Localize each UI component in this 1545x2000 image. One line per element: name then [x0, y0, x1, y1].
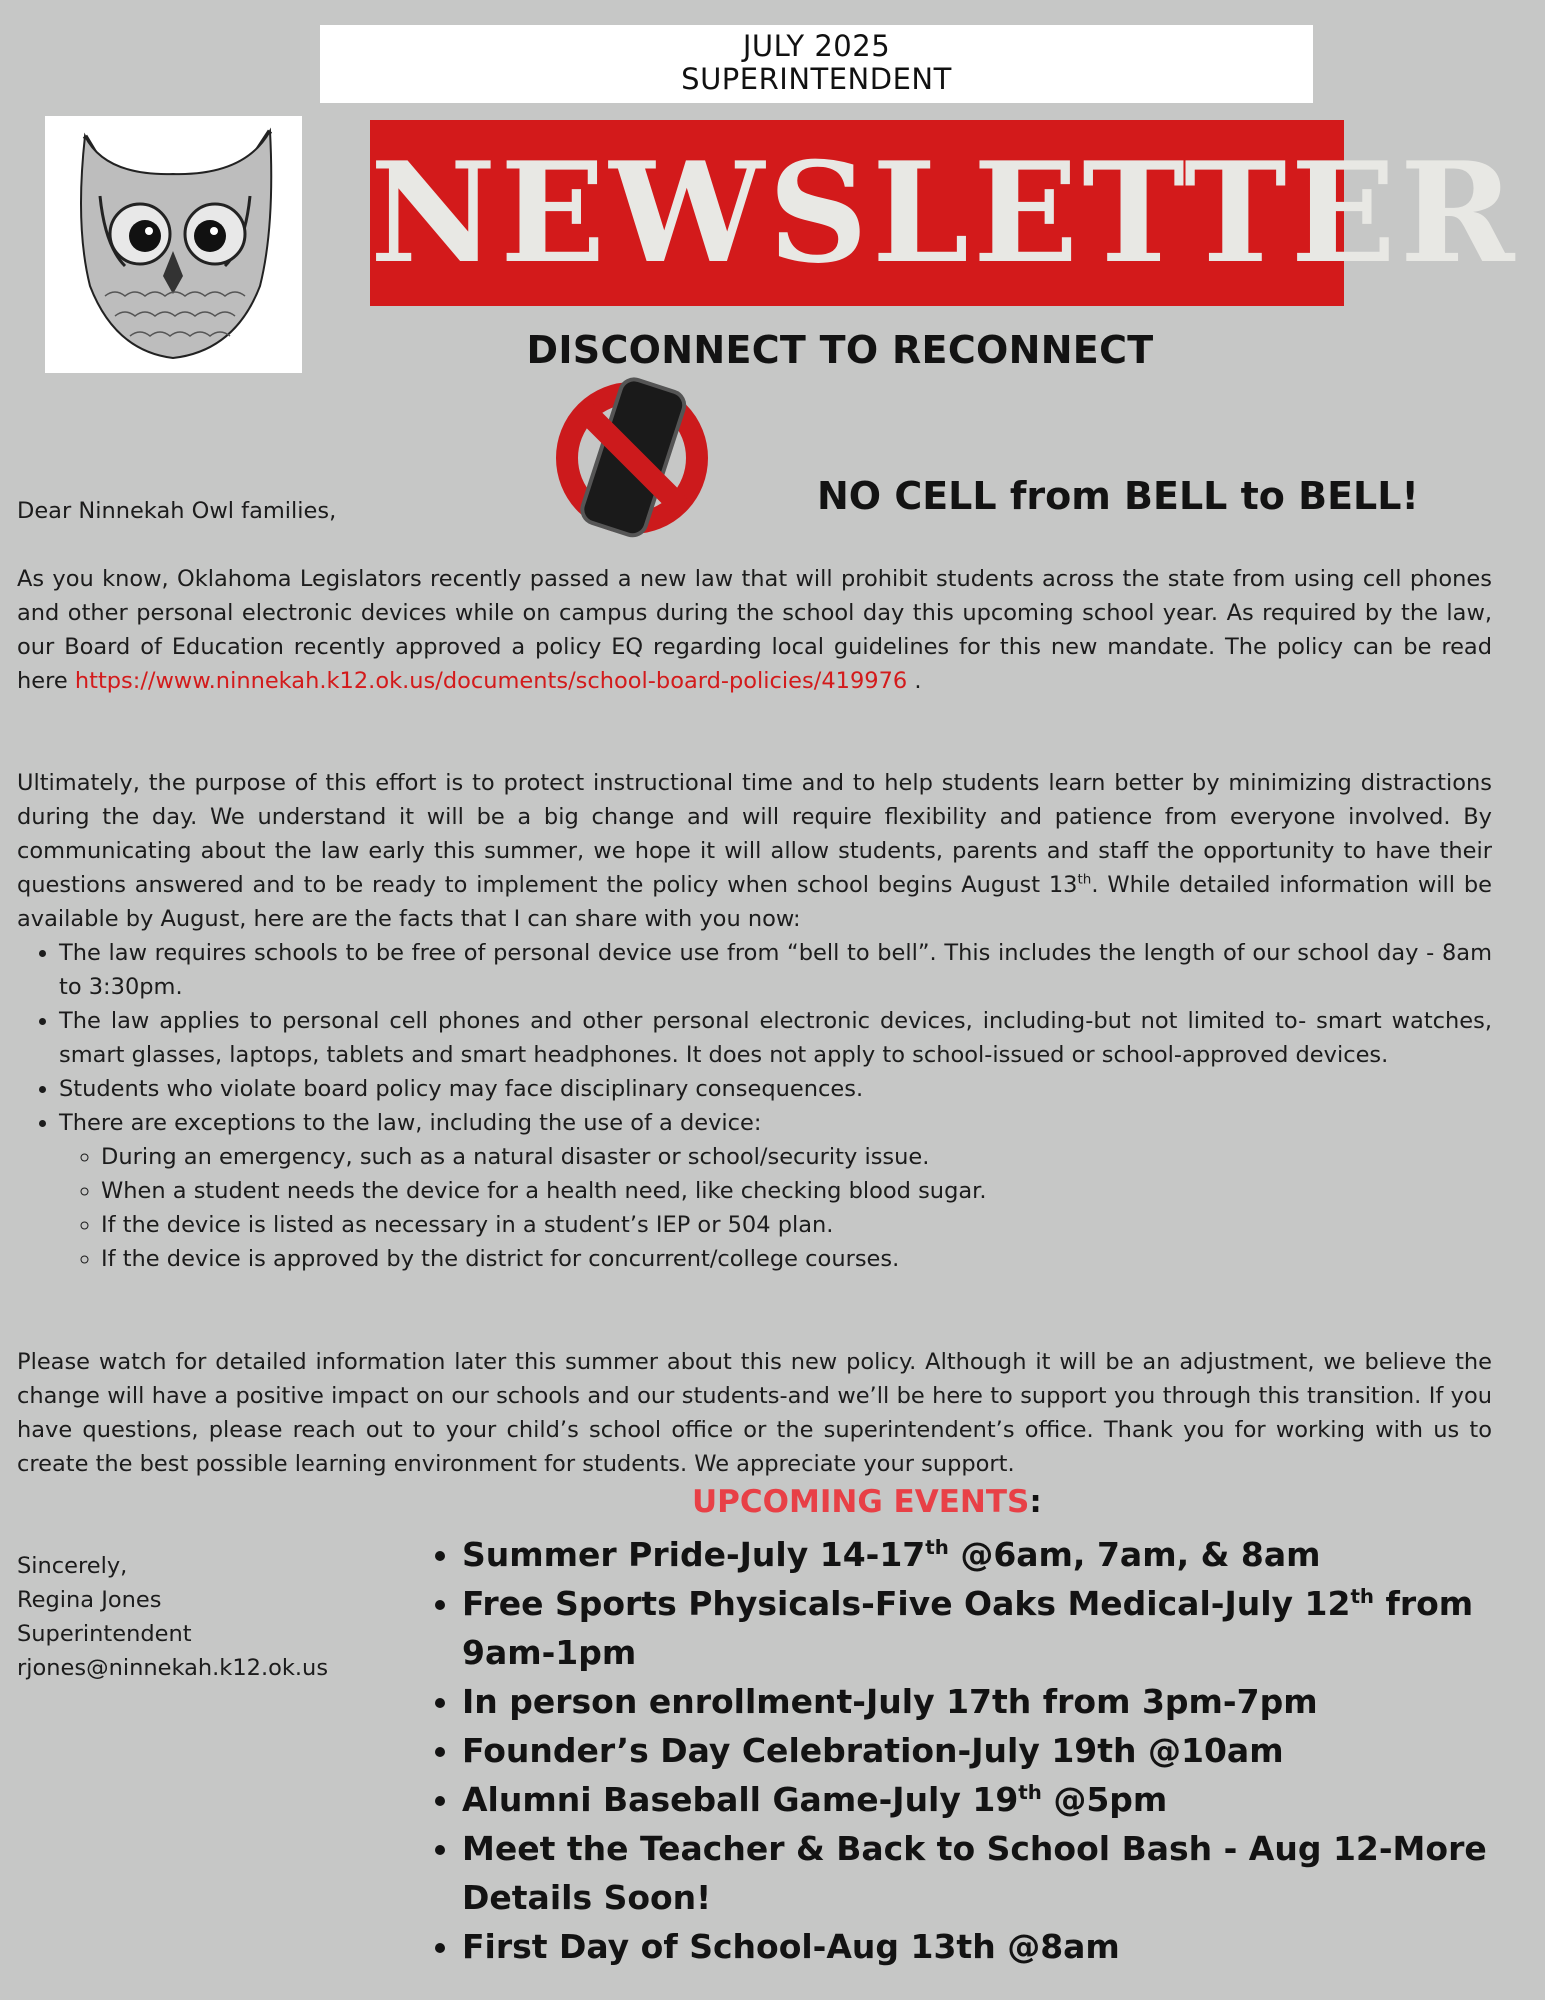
event-sup: th: [1350, 1585, 1375, 1608]
event-text: Alumni Baseball Game-July 19: [462, 1780, 1019, 1819]
paragraph-law-after: .: [907, 668, 922, 694]
list-item: [59, 1106, 1492, 1276]
event-text: Founder’s Day Celebration-July 19th @10am: [462, 1731, 1284, 1770]
paragraph-purpose-sup: th: [1077, 871, 1092, 888]
events-title: [692, 1484, 1042, 1520]
event-text-after: @5pm: [1041, 1780, 1168, 1819]
date-header-box: [320, 25, 1313, 103]
list-item: • The law applies to personal cell phones and other personal electronic devices, including-but not limited to- smart watches, smart glasses, laptops, tablets and smart headphones. It does not apply to school-issued or school-approved devices.: [59, 1004, 1492, 1072]
paragraph-purpose-rest: . While detailed information will be available by August, here are the facts that I can share with you now:: [17, 872, 1492, 932]
events-list: [420, 1530, 1492, 1971]
paragraph-law: [17, 562, 1492, 698]
greeting: Dear Ninnekah Owl families,: [17, 498, 337, 524]
event-item: [462, 1824, 1492, 1922]
list-item: • The law requires schools to be free of personal device use from “bell to bell”. This includes the length of our school day - 8am to 3:30pm.: [59, 936, 1492, 1004]
slogan: NO CELL from BELL to BELL!: [817, 474, 1419, 518]
event-text: Free Sports Physicals-Five Oaks Medical-July 12: [462, 1584, 1351, 1623]
event-text: In person enrollment-July 17th from 3pm-7pm: [462, 1682, 1318, 1721]
signature-name: Regina Jones: [17, 1587, 162, 1613]
signature-title: Superintendent: [17, 1621, 192, 1647]
event-item: [462, 1530, 1492, 1579]
event-item: [462, 1775, 1492, 1824]
signature-block: [17, 1549, 397, 1685]
event-text: First Day of School-Aug 13th @8am: [462, 1927, 1120, 1966]
paragraph-purpose-text: Ultimately, the purpose of this effort is to protect instructional time and to help students learn better by minimizing distractions during the day. We understand it will be a big change and will require flexibility and patience from everyone involved. By communicating about the law early this summer, we hope it will allow students, parents and staff the opportunity to have their questions answered and to be ready to implement the policy when school begins August 13: [17, 770, 1492, 898]
event-text-after: from 9am-1pm: [462, 1584, 1474, 1672]
exceptions-list: [59, 1140, 1492, 1276]
list-item-text: There are exceptions to the law, including the use of a device:: [59, 1110, 762, 1136]
event-item: [462, 1579, 1492, 1677]
event-item: [462, 1677, 1492, 1726]
newsletter-date: JULY 2025: [742, 29, 891, 63]
event-text: Meet the Teacher & Back to School Bash - Aug 12-More Details Soon!: [462, 1829, 1487, 1917]
paragraph-law-text: As you know, Oklahoma Legislators recently passed a new law that will prohibit students across the state from using cell phones and other personal electronic devices while on campus during the school day this upcoming school year. As required by the law, our Board of Education recently approved a policy EQ regarding local guidelines for this new mandate. The policy can be read here: [17, 566, 1492, 694]
signature-closing: Sincerely,: [17, 1553, 128, 1579]
list-item: ◦ If the device is approved by the district for concurrent/college courses.: [101, 1242, 1492, 1276]
newsletter-role: SUPERINTENDENT: [681, 62, 952, 96]
policy-link[interactable]: https://www.ninnekah.k12.ok.us/documents/school-board-policies/419976: [74, 668, 908, 694]
list-item: ◦ When a student needs the device for a health need, like checking blood sugar.: [101, 1174, 1492, 1208]
events-title-colon: :: [1029, 1484, 1042, 1520]
list-item: • Students who violate board policy may face disciplinary consequences.: [59, 1072, 1492, 1106]
event-item: [462, 1922, 1492, 1971]
signature-email[interactable]: rjones@ninnekah.k12.ok.us: [17, 1655, 329, 1681]
paragraph-closing: Please watch for detailed information later this summer about this new policy. Although it will be an adjustment, we believe the change will have a positive impact on our schools and our students-and we’ll be here to support you through this transition. If you have questions, please reach out to your child’s school office or the superintendent’s office. Thank you for working with us to create the best possible learning environment for students. We appreciate your support.: [17, 1349, 1492, 1477]
list-item: ◦ If the device is listed as necessary in a student’s IEP or 504 plan.: [101, 1208, 1492, 1242]
facts-list: [17, 936, 1492, 1276]
newsletter-banner: NEWSLETTER: [370, 120, 1344, 306]
headline: DISCONNECT TO RECONNECT: [526, 328, 1154, 372]
list-item: ◦ During an emergency, such as a natural disaster or school/security issue.: [101, 1140, 1492, 1174]
event-item: [462, 1726, 1492, 1775]
event-text: Summer Pride-July 14-17: [462, 1535, 926, 1574]
events-title-text: UPCOMING EVENTS: [692, 1484, 1030, 1520]
paragraph-purpose-block: [17, 766, 1492, 1276]
event-sup: th: [925, 1536, 949, 1559]
event-sup: th: [1018, 1781, 1042, 1804]
paragraph-purpose: [17, 766, 1492, 936]
event-text-after: @6am, 7am, & 8am: [948, 1535, 1321, 1574]
